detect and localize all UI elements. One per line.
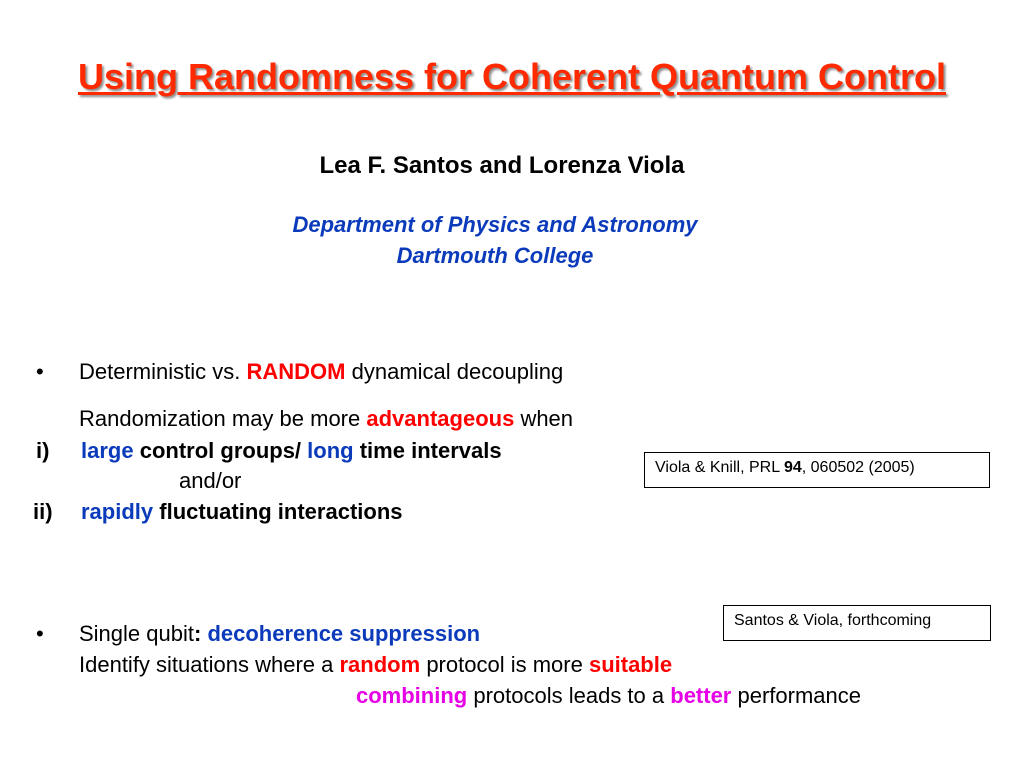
bullet-1-text-a: Deterministic vs.: [79, 359, 241, 384]
slide-title: Using Randomness for Coherent Quantum Control: [77, 56, 947, 97]
random-highlight: RANDOM: [246, 359, 346, 384]
rapidly-highlight: rapidly: [81, 499, 154, 524]
affiliation-department: Department of Physics and Astronomy: [292, 212, 698, 237]
ref1-text-a: Viola & Knill, PRL: [655, 459, 780, 476]
authors: Lea F. Santos and Lorenza Viola: [319, 152, 685, 179]
item-i-text-a: control groups/: [139, 438, 302, 463]
item-ii-text: [81, 499, 403, 525]
bullet-1-text-b: dynamical decoupling: [351, 359, 564, 384]
item-ii-marker: ii): [33, 499, 53, 524]
decoherence-highlight: decoherence suppression: [207, 621, 481, 646]
item-ii-text-a: fluctuating interactions: [159, 499, 403, 524]
item-i-marker: i): [36, 438, 50, 463]
randomization-text-a: Randomization may be more: [79, 406, 361, 431]
combining-line: [356, 683, 861, 709]
long-highlight: long: [307, 438, 354, 463]
bullet-2-colon: :: [193, 621, 202, 646]
combining-text-b: performance: [737, 683, 862, 708]
item-i-text-b: time intervals: [359, 438, 502, 463]
bullet-2-text: [79, 621, 480, 647]
random-word-highlight: random: [339, 652, 421, 677]
suitable-highlight: suitable: [588, 652, 673, 677]
reference-box-viola-knill: [644, 452, 990, 488]
item-i-text: [81, 438, 502, 464]
reference-box-santos-viola: Santos & Viola, forthcoming: [723, 605, 991, 641]
combining-highlight: combining: [356, 683, 468, 708]
affiliation-college: Dartmouth College: [396, 243, 594, 268]
randomization-line: [79, 406, 573, 432]
ref1-volume: 94: [783, 459, 802, 476]
and-or-text: and/or: [179, 468, 242, 493]
large-highlight: large: [81, 438, 134, 463]
bullet-2-marker: •: [36, 621, 44, 646]
combining-text-a: protocols leads to a: [473, 683, 665, 708]
bullet-1-marker: •: [36, 359, 44, 384]
better-highlight: better: [670, 683, 732, 708]
bullet-1-text: [79, 359, 563, 385]
identify-line: [79, 652, 672, 678]
randomization-text-b: when: [520, 406, 574, 431]
bullet-2-text-a: Single qubit: [79, 621, 194, 646]
identify-text-b: protocol is more: [426, 652, 583, 677]
identify-text-a: Identify situations where a: [79, 652, 334, 677]
ref1-text-b: , 060502 (2005): [801, 459, 915, 476]
advantageous-highlight: advantageous: [366, 406, 515, 431]
